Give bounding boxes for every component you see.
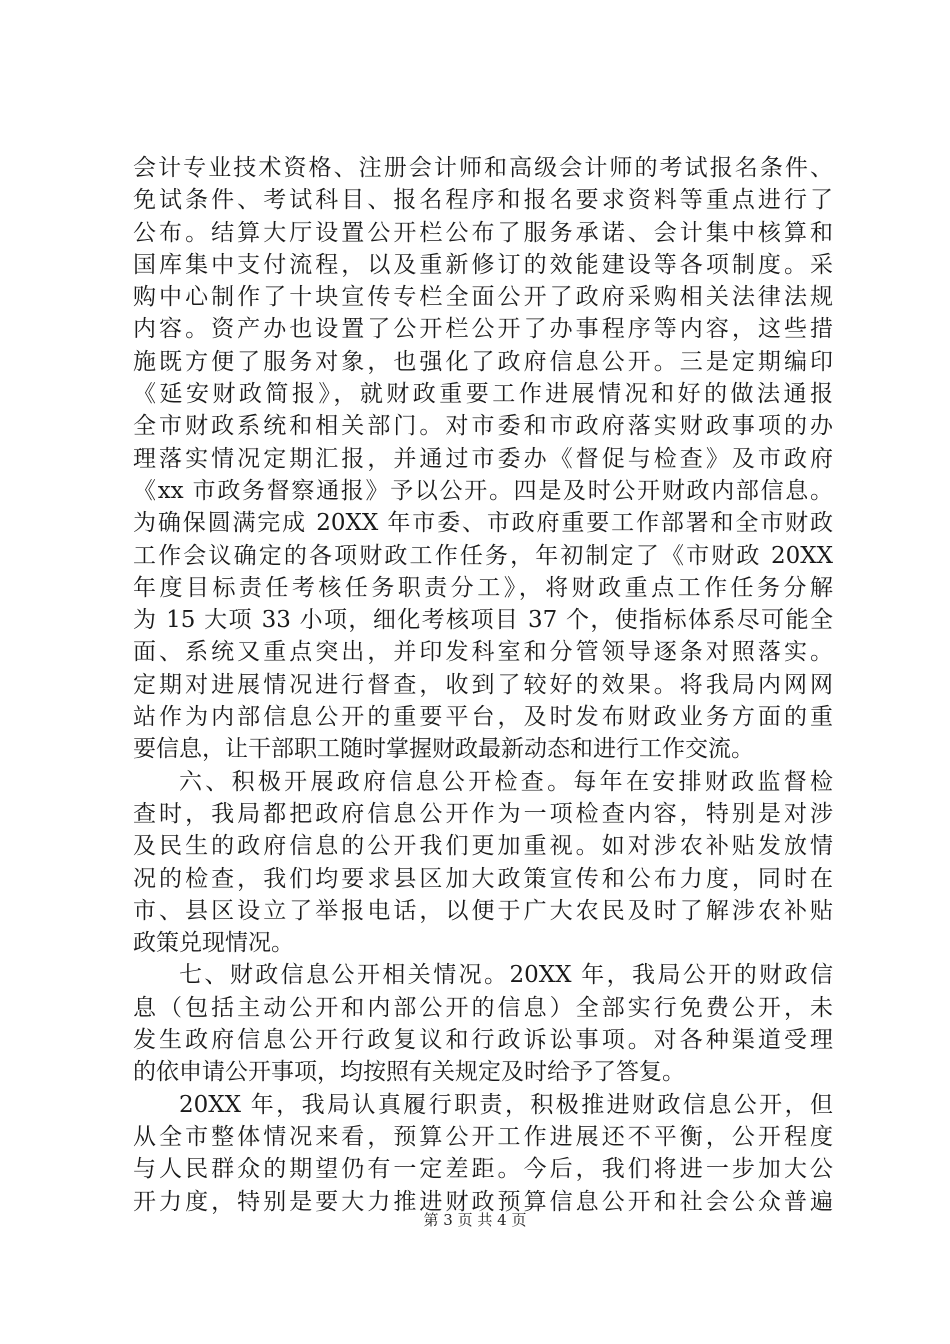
text-line: 内容。资产办也设置了公开栏公开了办事程序等内容，这些措 (133, 316, 833, 343)
text-line: 面、系统又重点突出，并印发科室和分管领导逐条对照落实。 (133, 639, 833, 666)
text-line: 定期对进展情况进行督查，收到了较好的效果。将我局内网网 (133, 671, 833, 698)
text-line: 站作为内部信息公开的重要平台，及时发布财政业务方面的重 (133, 704, 833, 731)
text-line: 政策兑现情况。 (133, 930, 294, 957)
text-line: 施既方便了服务对象，也强化了政府信息公开。三是定期编印 (133, 348, 833, 375)
text-line: 为 15 大项 33 小项，细化考核项目 37 个，使指标体系尽可能全 (133, 607, 833, 634)
text-line: 六、积极开展政府信息公开检查。每年在安排财政监督检 (179, 768, 833, 795)
text-line: 工作会议确定的各项财政工作任务，年初制定了《市财政 20XX (133, 542, 833, 569)
text-line: 全市财政系统和相关部门。对市委和市政府落实财政事项的办 (133, 413, 833, 440)
text-line: 息（包括主动公开和内部公开的信息）全部实行免费公开，未 (133, 994, 833, 1021)
text-line: 理落实情况定期汇报，并通过市委办《督促与检查》及市政府 (133, 445, 833, 472)
text-line: 况的检查，我们均要求县区加大政策宣传和公布力度，同时在 (133, 865, 833, 892)
text-line: 要信息，让干部职工随时掌握财政最新动态和进行工作交流。 (133, 736, 754, 763)
text-line: 免试条件、考试科目、报名程序和报名要求资料等重点进行了 (133, 187, 833, 214)
text-line: 与人民群众的期望仍有一定差距。今后，我们将进一步加大公 (133, 1156, 833, 1183)
text-line: 开力度，特别是要大力推进财政预算信息公开和社会公众普遍 (133, 1188, 833, 1215)
text-line: 为确保圆满完成 20XX 年市委、市政府重要工作部署和全市财政 (133, 510, 833, 537)
text-line: 《xx 市政务督察通报》予以公开。四是及时公开财政内部信息。 (133, 477, 833, 504)
document-body (133, 152, 833, 1218)
text-line: 会计专业技术资格、注册会计师和高级会计师的考试报名条件、 (133, 155, 833, 181)
text-line: 从全市整体情况来看，预算公开工作进展还不平衡，公开程度 (133, 1123, 833, 1150)
text-line: 发生政府信息公开行政复议和行政诉讼事项。对各种渠道受理 (133, 1027, 833, 1054)
page-footer: 第 3 页 共 4 页 (423, 1211, 527, 1229)
text-line: 购中心制作了十块宣传专栏全面公开了政府采购相关法律法规 (133, 284, 833, 311)
text-line: 市、县区设立了举报电话，以便于广大农民及时了解涉农补贴 (133, 897, 833, 924)
text-line: 的依申请公开事项，均按照有关规定及时给予了答复。 (133, 1059, 685, 1086)
text-line: 七、财政信息公开相关情况。20XX 年，我局公开的财政信 (179, 962, 833, 989)
text-line: 查时，我局都把政府信息公开作为一项检查内容，特别是对涉 (133, 800, 833, 827)
text-line: 20XX 年，我局认真履行职责，积极推进财政信息公开，但 (179, 1091, 833, 1118)
text-line: 年度目标责任考核任务职责分工》，将财政重点工作任务分解 (133, 574, 833, 601)
text-line: 国库集中支付流程，以及重新修订的效能建设等各项制度。采 (133, 251, 833, 278)
text-line: 《延安财政简报》，就财政重要工作进展情况和好的做法通报 (133, 381, 833, 408)
text-line: 公布。结算大厅设置公开栏公布了服务承诺、会计集中核算和 (133, 219, 833, 246)
text-line: 及民生的政府信息的公开我们更加重视。如对涉农补贴发放情 (133, 833, 833, 860)
